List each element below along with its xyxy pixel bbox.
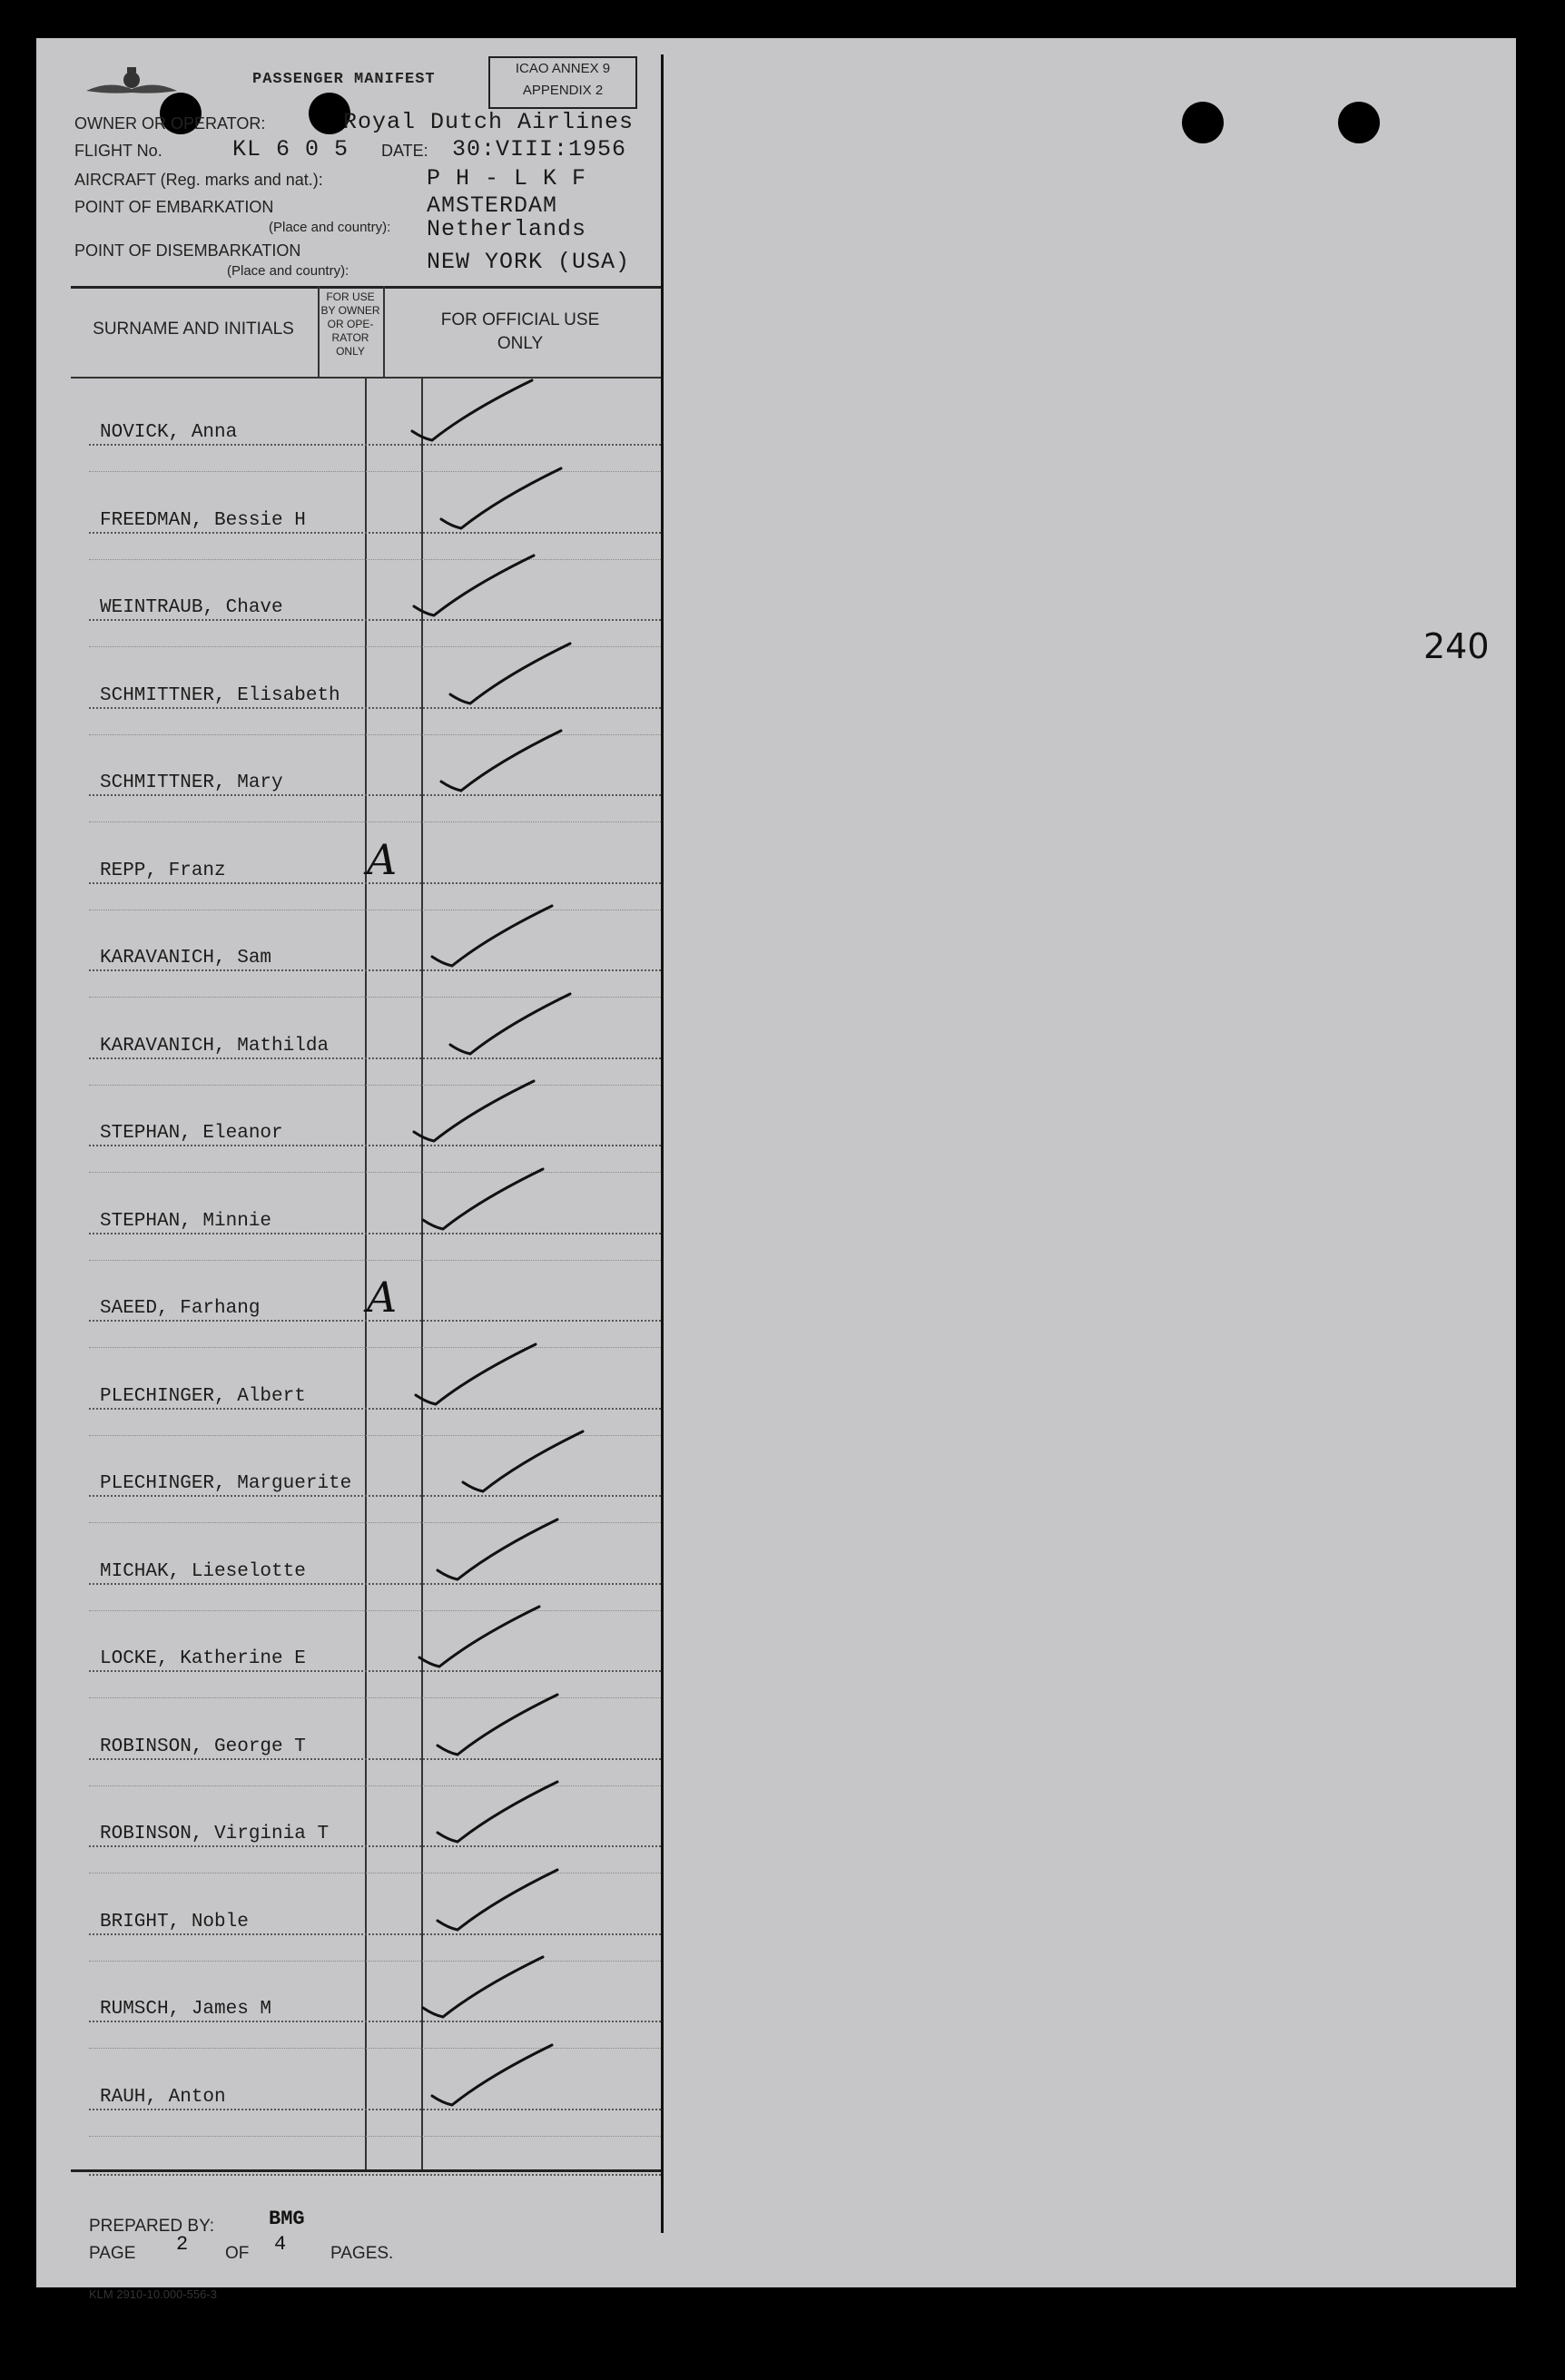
row-rule bbox=[89, 794, 661, 796]
form-code: KLM 2910-10.000-556-3 bbox=[89, 2287, 217, 2301]
document-title: PASSENGER MANIFEST bbox=[252, 71, 436, 88]
row-subrule bbox=[89, 1085, 661, 1086]
row-subrule bbox=[89, 559, 661, 560]
row-rule bbox=[89, 1145, 661, 1146]
check-mark-icon bbox=[425, 2040, 561, 2112]
row-rule bbox=[89, 2021, 661, 2022]
column-header-owner-use: FOR USE BY OWNER OR OPE-RATOR ONLY bbox=[320, 290, 380, 358]
date-label: DATE: bbox=[381, 142, 428, 160]
row-subrule bbox=[89, 471, 661, 472]
column-divider-top-2 bbox=[383, 286, 385, 377]
owner-label: OWNER OR OPERATOR: bbox=[74, 114, 266, 133]
row-rule bbox=[89, 1933, 661, 1935]
passenger-name: STEPHAN, Minnie bbox=[100, 1210, 272, 1232]
row-subrule bbox=[89, 2048, 661, 2049]
annex-reference bbox=[488, 56, 637, 109]
aircraft-label: AIRCRAFT (Reg. marks and nat.): bbox=[74, 171, 323, 189]
pages-label: PAGES. bbox=[330, 2244, 394, 2263]
row-rule bbox=[89, 1845, 661, 1847]
row-subrule bbox=[89, 1961, 661, 1962]
punch-hole-right-1 bbox=[1182, 102, 1224, 143]
passenger-name: PLECHINGER, Albert bbox=[100, 1385, 306, 1407]
owner-mark: A bbox=[367, 834, 398, 884]
date-value: 30:VIII:1956 bbox=[452, 136, 627, 162]
annex-line-2: APPENDIX 2 bbox=[522, 83, 604, 98]
check-mark-icon bbox=[407, 1076, 543, 1148]
check-mark-icon bbox=[443, 988, 579, 1061]
row-rule bbox=[89, 2109, 661, 2110]
check-mark-icon bbox=[412, 1601, 548, 1674]
passenger-name: KARAVANICH, Sam bbox=[100, 948, 272, 969]
check-mark-icon bbox=[416, 1952, 552, 2024]
passenger-name: SCHMITTNER, Mary bbox=[100, 772, 283, 793]
owner-value: Royal Dutch Airlines bbox=[343, 109, 635, 135]
of-label: OF bbox=[225, 2244, 250, 2263]
passenger-name: RAUH, Anton bbox=[100, 2086, 226, 2108]
passenger-name: PLECHINGER, Marguerite bbox=[100, 1473, 352, 1494]
row-rule bbox=[89, 1408, 661, 1410]
passenger-name: SCHMITTNER, Elisabeth bbox=[100, 684, 340, 706]
row-subrule bbox=[89, 1260, 661, 1261]
row-subrule bbox=[89, 821, 661, 822]
row-subrule bbox=[89, 1697, 661, 1698]
row-rule-last bbox=[89, 2174, 661, 2176]
row-subrule bbox=[89, 1347, 661, 1348]
row-subrule bbox=[89, 1522, 661, 1523]
check-mark-icon bbox=[443, 638, 579, 711]
passenger-name: BRIGHT, Noble bbox=[100, 1911, 249, 1933]
row-rule bbox=[89, 1758, 661, 1760]
passenger-name: LOCKE, Katherine E bbox=[100, 1648, 306, 1669]
check-mark-icon bbox=[434, 725, 570, 798]
of-value: 4 bbox=[274, 2233, 287, 2256]
check-mark-icon bbox=[430, 1776, 566, 1849]
check-mark-icon bbox=[456, 1426, 592, 1499]
row-subrule bbox=[89, 1785, 661, 1786]
column-divider-top-1 bbox=[318, 286, 320, 377]
passenger-name: WEINTRAUB, Chave bbox=[100, 597, 283, 618]
klm-logo bbox=[82, 64, 182, 109]
header-rule bbox=[71, 286, 661, 289]
owner-mark: A bbox=[367, 1273, 398, 1322]
footer-rule bbox=[71, 2169, 661, 2172]
row-rule bbox=[89, 532, 661, 534]
row-rule bbox=[89, 1583, 661, 1585]
passenger-name: ROBINSON, George T bbox=[100, 1736, 306, 1757]
row-subrule bbox=[89, 734, 661, 735]
disembarkation-label: POINT OF DISEMBARKATION bbox=[74, 241, 301, 260]
passenger-name: NOVICK, Anna bbox=[100, 422, 238, 443]
check-mark-icon bbox=[407, 550, 543, 623]
check-mark-icon bbox=[430, 1689, 566, 1762]
row-subrule bbox=[89, 1172, 661, 1173]
annex-line-1: ICAO ANNEX 9 bbox=[515, 61, 611, 76]
column-header-surname: SURNAME AND INITIALS bbox=[93, 320, 294, 339]
passenger-name: MICHAK, Lieselotte bbox=[100, 1560, 306, 1582]
row-rule bbox=[89, 969, 661, 971]
passenger-name: RUMSCH, James M bbox=[100, 1999, 272, 2020]
row-subrule bbox=[89, 1873, 661, 1874]
prepared-by-label: PREPARED BY: bbox=[89, 2217, 214, 2236]
check-mark-icon bbox=[408, 1339, 545, 1411]
check-mark-icon bbox=[434, 463, 570, 536]
check-mark-icon bbox=[425, 900, 561, 973]
row-subrule bbox=[89, 1610, 661, 1611]
passenger-name: FREEDMAN, Bessie H bbox=[100, 509, 306, 531]
passenger-manifest-form bbox=[71, 54, 664, 2301]
page-value: 2 bbox=[176, 2233, 189, 2256]
passenger-name: SAEED, Farhang bbox=[100, 1298, 261, 1319]
embarkation-country: Netherlands bbox=[427, 216, 587, 242]
check-mark-icon bbox=[430, 1864, 566, 1937]
row-rule bbox=[89, 444, 661, 446]
passenger-name: STEPHAN, Eleanor bbox=[100, 1123, 283, 1144]
check-mark-icon bbox=[416, 1164, 552, 1236]
embarkation-sub-label: (Place and country): bbox=[269, 220, 391, 235]
prepared-by-value: BMG bbox=[269, 2208, 305, 2230]
passenger-name: ROBINSON, Virginia T bbox=[100, 1824, 330, 1844]
aircraft-value: P H - L K F bbox=[427, 165, 587, 192]
row-rule bbox=[89, 1233, 661, 1234]
page-label: PAGE bbox=[89, 2244, 136, 2263]
stamp-number: 240 bbox=[1423, 626, 1490, 666]
embarkation-label: POINT OF EMBARKATION bbox=[74, 198, 274, 216]
column-header-official-use: FOR OFFICIAL USE ONLY bbox=[440, 310, 600, 353]
passenger-name: REPP, Franz bbox=[100, 860, 226, 881]
passenger-name: KARAVANICH, Mathilda bbox=[100, 1035, 330, 1057]
row-subrule bbox=[89, 2136, 661, 2137]
embarkation-value: AMSTERDAM bbox=[427, 192, 558, 219]
disembarkation-sub-label: (Place and country): bbox=[227, 263, 349, 279]
punch-hole-right-2 bbox=[1338, 102, 1380, 143]
check-mark-icon bbox=[405, 375, 541, 447]
flight-label: FLIGHT No. bbox=[74, 142, 162, 160]
row-rule bbox=[89, 619, 661, 621]
disembarkation-value: NEW YORK (USA) bbox=[427, 249, 631, 275]
row-rule bbox=[89, 1670, 661, 1672]
flight-value: KL 6 0 5 bbox=[232, 136, 349, 162]
check-mark-icon bbox=[430, 1514, 566, 1587]
